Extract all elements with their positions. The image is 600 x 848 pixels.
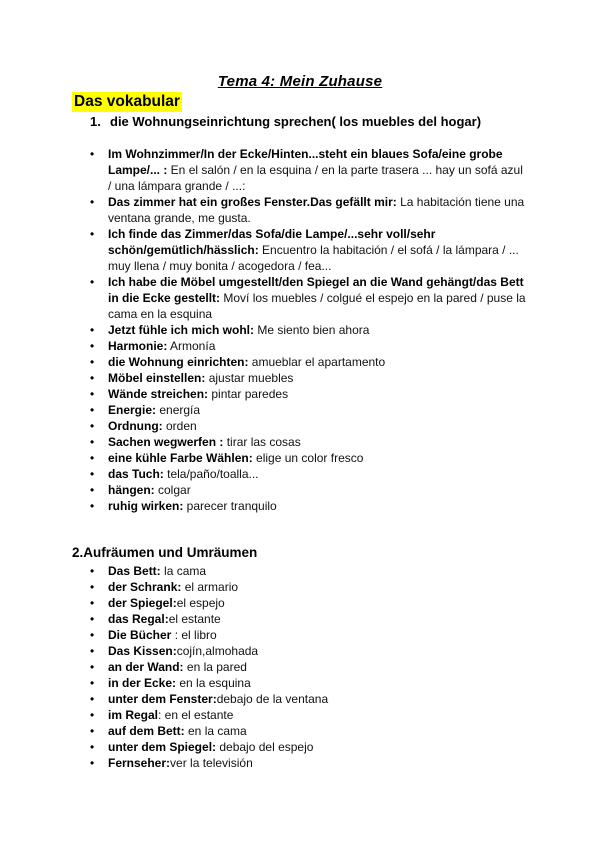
list-item bbox=[108, 579, 528, 595]
vocab-translation: elige un color fresco bbox=[252, 451, 364, 465]
section2-vocab-list bbox=[108, 563, 528, 771]
list-item bbox=[108, 563, 528, 579]
vocab-term: unter dem Fenster: bbox=[108, 692, 217, 706]
vocab-term: im Regal bbox=[108, 708, 159, 722]
vocab-term: die Wohnung einrichten: bbox=[108, 355, 249, 369]
vocab-translation: : en el estante bbox=[158, 708, 234, 722]
page-title: Tema 4: Mein Zuhause bbox=[217, 73, 383, 90]
vocab-term: der Schrank: bbox=[108, 580, 182, 594]
list-item bbox=[108, 627, 528, 643]
vocab-term: Fernseher: bbox=[108, 756, 171, 770]
list-item bbox=[108, 194, 528, 226]
vocab-translation: debajo del espejo bbox=[216, 740, 314, 754]
vocab-term: Sachen wegwerfen : bbox=[108, 435, 224, 449]
list-item bbox=[108, 226, 528, 274]
list-item bbox=[108, 723, 528, 739]
vocab-term: Ich habe die Möbel umgestellt/den Spiegel an die Wand gehängt/das Bett in die Ecke gestellt: bbox=[108, 275, 524, 305]
vocab-translation: En el salón / en la esquina / en la parte trasera ... hay un sofá azul / una lámpara grande / ...: bbox=[108, 163, 523, 193]
vocab-translation: colgar bbox=[154, 483, 191, 497]
vocab-translation: cojín,almohada bbox=[176, 644, 259, 658]
list-item bbox=[108, 418, 528, 434]
list-item bbox=[108, 691, 528, 707]
list-item bbox=[108, 450, 528, 466]
vocab-translation: Encuentro la habitación / el sofá / la lámpara / ... muy llena / muy bonita / acogedora / fea... bbox=[108, 243, 519, 273]
vocab-translation: en la esquina bbox=[176, 676, 251, 690]
list-item bbox=[108, 707, 528, 723]
vocab-term: das Tuch: bbox=[108, 467, 164, 481]
list-item bbox=[108, 755, 528, 771]
list-item bbox=[108, 739, 528, 755]
vocab-term: Jetzt fühle ich mich wohl: bbox=[108, 323, 255, 337]
vocab-term: unter dem Spiegel: bbox=[108, 740, 217, 754]
vocab-term: Energie: bbox=[108, 403, 157, 417]
vocab-translation: Armonía bbox=[167, 339, 216, 353]
vocab-term: Möbel einstellen: bbox=[108, 371, 206, 385]
vocab-translation: pintar paredes bbox=[208, 387, 289, 401]
vocab-term: ruhig wirken: bbox=[108, 499, 184, 513]
list-item bbox=[108, 659, 528, 675]
list-item bbox=[108, 482, 528, 498]
vocab-translation: : el libro bbox=[171, 628, 217, 642]
vocab-term: eine kühle Farbe Wählen: bbox=[108, 451, 253, 465]
vocab-term: Ordnung: bbox=[108, 419, 163, 433]
section1-heading bbox=[90, 114, 481, 129]
vocab-term: hängen: bbox=[108, 483, 155, 497]
list-item bbox=[108, 146, 528, 194]
vocab-translation: Me siento bien ahora bbox=[254, 323, 370, 337]
list-item bbox=[108, 274, 528, 322]
vocab-translation: orden bbox=[162, 419, 197, 433]
list-item bbox=[108, 338, 528, 354]
vocab-translation: ajustar muebles bbox=[205, 371, 294, 385]
section2-heading: 2.Aufräumen und Umräumen bbox=[72, 545, 258, 560]
vocab-translation: Moví los muebles / colgué el espejo en la pared / puse la cama en la esquina bbox=[108, 291, 526, 321]
vocab-translation: ver la televisión bbox=[170, 756, 253, 770]
vocab-translation: en la pared bbox=[183, 660, 247, 674]
list-item bbox=[108, 611, 528, 627]
vocab-term: das Regal: bbox=[108, 612, 169, 626]
vocab-translation: energía bbox=[156, 403, 201, 417]
vocab-term: Ich finde das Zimmer/das Sofa/die Lampe/...sehr voll/sehr schön/gemütlich/hässlich: bbox=[108, 227, 436, 257]
list-item bbox=[108, 370, 528, 386]
vocab-term: in der Ecke: bbox=[108, 676, 177, 690]
vocab-translation: tela/paño/toalla... bbox=[163, 467, 259, 481]
vocab-term: Im Wohnzimmer/In der Ecke/Hinten...steht ein blaues Sofa/eine grobe Lampe/... : bbox=[108, 147, 503, 177]
list-item bbox=[108, 595, 528, 611]
list-item bbox=[108, 466, 528, 482]
vocab-translation: el espejo bbox=[176, 596, 225, 610]
vocab-term: auf dem Bett: bbox=[108, 724, 185, 738]
list-item bbox=[108, 354, 528, 370]
vocab-term: der Spiegel: bbox=[108, 596, 177, 610]
vocab-translation: tirar las cosas bbox=[223, 435, 301, 449]
list-item bbox=[108, 434, 528, 450]
vocab-term: Das Kissen: bbox=[108, 644, 177, 658]
list-item bbox=[108, 402, 528, 418]
vocab-translation: el estante bbox=[168, 612, 221, 626]
section1-number: 1. bbox=[90, 114, 101, 129]
vocab-translation: amueblar el apartamento bbox=[248, 355, 386, 369]
section1-vocab-list bbox=[108, 146, 528, 514]
vocab-term: Das Bett: bbox=[108, 564, 161, 578]
list-item bbox=[108, 386, 528, 402]
vocab-term: Harmonie: bbox=[108, 339, 168, 353]
vocab-translation: la cama bbox=[160, 564, 207, 578]
vocab-term: Die Bücher bbox=[108, 628, 172, 642]
vocab-translation: La habitación tiene una ventana grande, me gusta. bbox=[108, 195, 525, 225]
list-item bbox=[108, 643, 528, 659]
list-item bbox=[108, 498, 528, 514]
vocab-translation: debajo de la ventana bbox=[216, 692, 329, 706]
vocab-translation: en la cama bbox=[184, 724, 247, 738]
section1-label: die Wohnungseinrichtung sprechen( los muebles del hogar) bbox=[110, 114, 482, 129]
list-item bbox=[108, 675, 528, 691]
vocab-translation: el armario bbox=[181, 580, 239, 594]
list-item bbox=[108, 322, 528, 338]
vocab-translation: parecer tranquilo bbox=[183, 499, 277, 513]
vocab-term: an der Wand: bbox=[108, 660, 184, 674]
vocab-term: Das zimmer hat ein großes Fenster.Das gefällt mir: bbox=[108, 195, 397, 209]
vocab-heading: Das vokabular bbox=[74, 93, 180, 110]
vocab-term: Wände streichen: bbox=[108, 387, 209, 401]
